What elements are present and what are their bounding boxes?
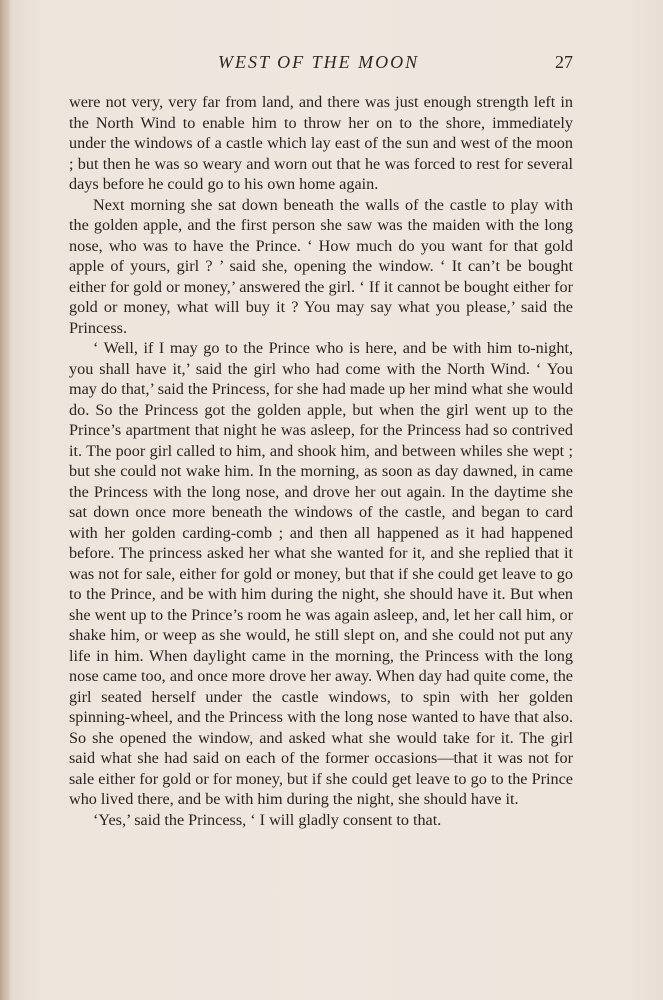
running-title: WEST OF THE MOON (218, 52, 420, 72)
paragraph: ‘ Well, if I may go to the Prince who is here, and be with him to-night, you shall have it,’ said the girl who had come with the North Wind. ‘ You may do that,’ said the Princess, for she had made up her mind what she would do. So the Princess got the golden apple, but when the girl went up to the Prince’s apartment that night he was asleep, for the Princess had so contrived it. The poor girl called to him, and shook him, and between whiles she wept ; but she could not wake him. In the morning, as soon as day dawned, in came the Princess with the long nose, and drove her out again. In the daytime she sat down once more beneath the windows of the castle, and began to card with her golden carding-comb ; and then all happened as it had happened before. The princess asked her what she wanted for it, and she replied that it was not for sale, either for gold or money, but that if she could get leave to go to the Prince, and be with him during the night, she should have it. But when she went up to the Prince’s room he was again asleep, and, let her call him, or shake him, or weep as she would, he still slept on, and she could not put any life in him. When daylight came in the morning, the Princess with the long nose came too, and once more drove her away. When day had quite come, the girl seated herself under the castle windows, to spin with her golden spinning-wheel, and the Princess with the long nose wanted to have that also. So she opened the window, and asked what she would take for it. The girl said what she had said on each of the former occasions—that it was not for sale either for gold or for money, but if she could get leave to go to the Prince who lived there, and be with him during the night, she should have it. (69, 339, 573, 808)
paragraph: ‘Yes,’ said the Princess, ‘ I will gladly consent to that. (93, 810, 442, 829)
page-gutter (0, 0, 10, 1000)
page-number: 27 (555, 52, 573, 72)
paragraph: were not very, very far from land, and there was just enough strength left in the North Wind to enable him to throw her on to the shore, immediately under the windows of a castle which lay east of the sun and west of the moon ; but then he was so weary and worn out that he was forced to rest for several days before he could go to his own home again. (69, 93, 573, 193)
page-header (68, 52, 573, 76)
paragraph: Next morning she sat down beneath the walls of the castle to play with the golden apple, and the first person she saw was the maiden with the long nose, who was to have the Prince. ‘ How much do you want for that gold apple of yours, girl ? ’ said she, opening the window. ‘ It can’t be bought either for gold or money,’ answered the girl. ‘ If it cannot be bought either for gold or money, what will buy it ? You may say what you please,’ said the Princess. (69, 195, 573, 337)
body-text (69, 92, 573, 830)
